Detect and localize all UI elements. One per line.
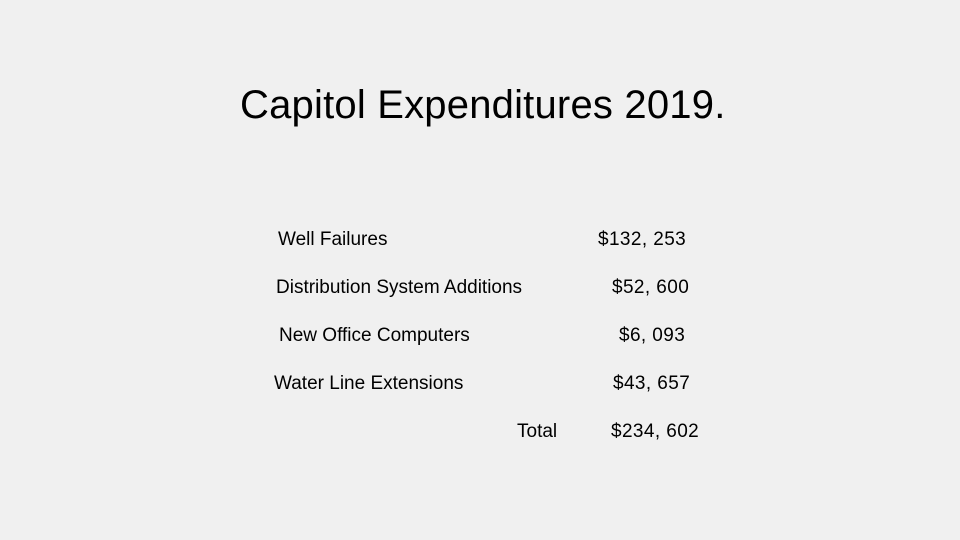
total-label: Total: [517, 421, 558, 442]
item-label-new-office-computers: New Office Computers: [279, 325, 470, 346]
item-amount-new-office-computers: $6, 093: [619, 325, 686, 346]
item-label-water-line-extensions: Water Line Extensions: [274, 373, 464, 394]
item-amount-water-line-extensions: $43, 657: [613, 373, 691, 394]
item-amount-well-failures: $132, 253: [598, 229, 687, 250]
item-label-well-failures: Well Failures: [278, 229, 388, 250]
item-label-distribution-system-additions: Distribution System Additions: [276, 277, 523, 298]
total-amount: $234, 602: [611, 421, 700, 442]
item-amount-distribution-system-additions: $52, 600: [612, 277, 690, 298]
slide-title: Capitol Expenditures 2019.: [240, 83, 726, 127]
